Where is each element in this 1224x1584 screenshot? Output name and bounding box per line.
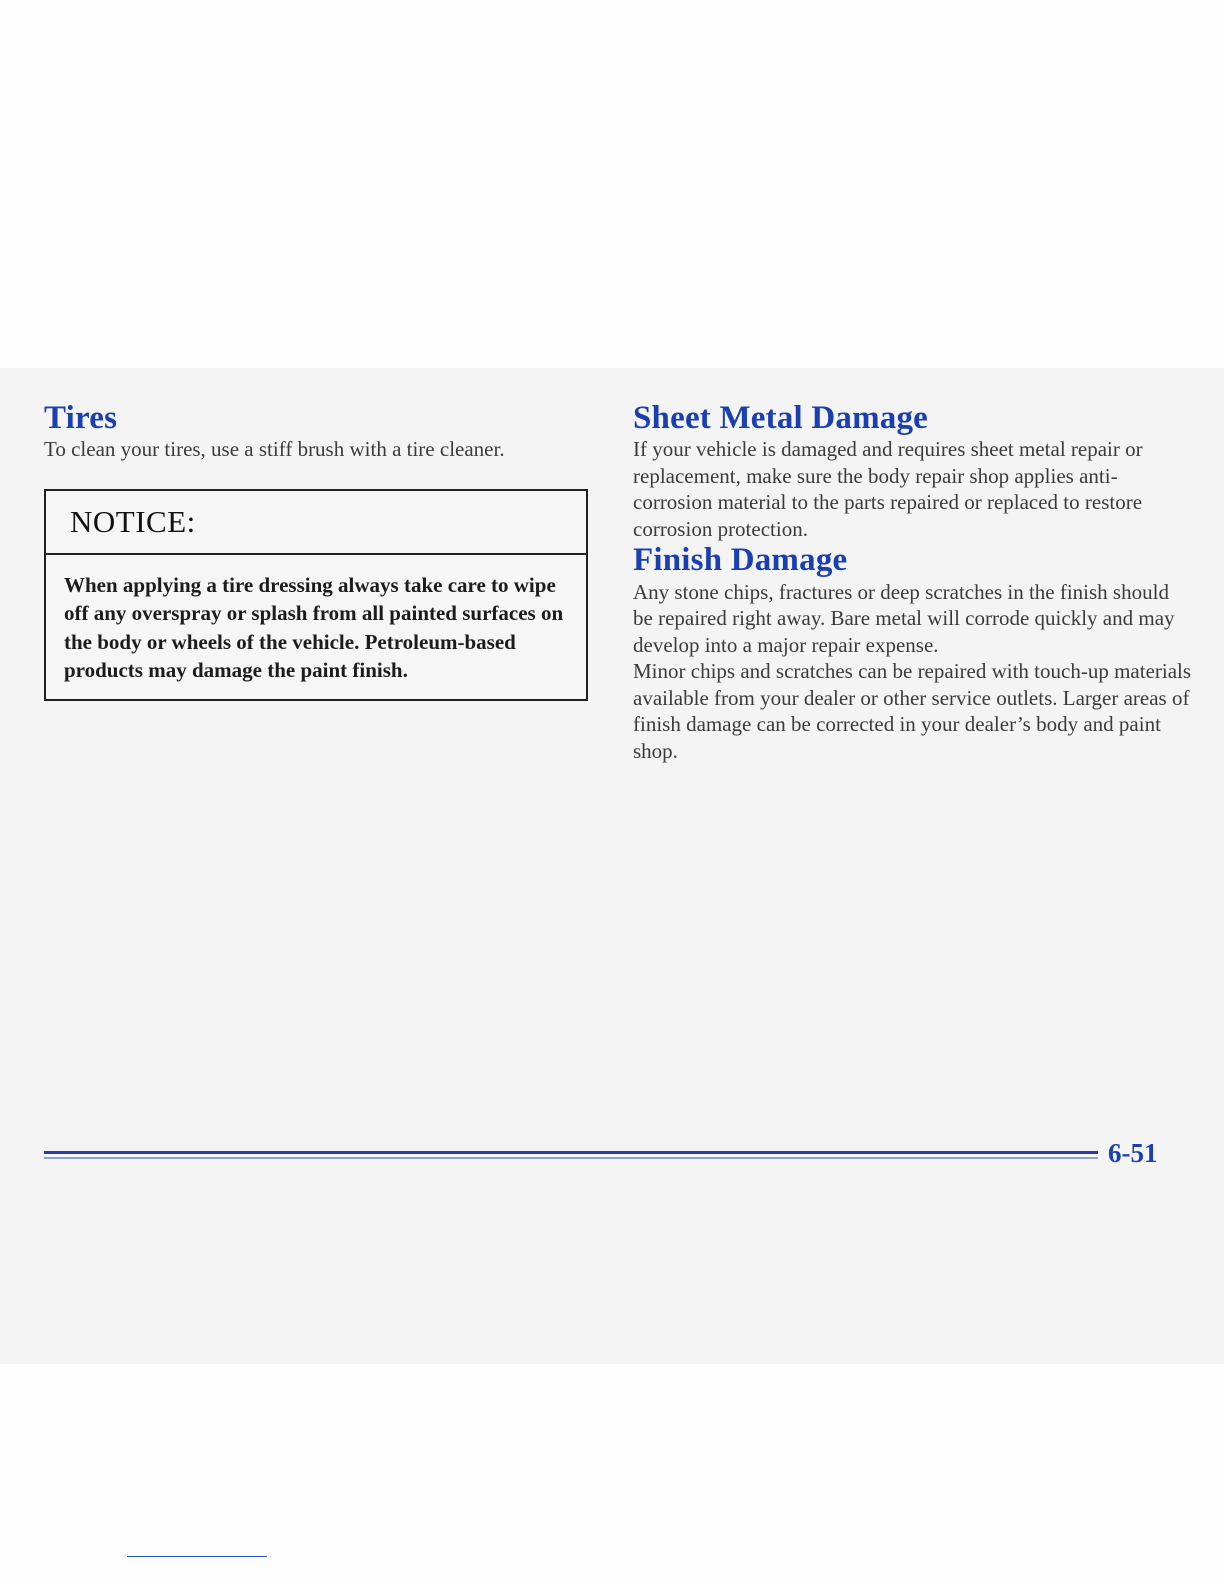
notice-text: When applying a tire dressing always take care to wipe off any overspray or splash from all painted surfaces on the body or wheels of the vehicle. Petroleum-based products may damage the paint finish. [64,572,564,683]
sheet-metal-paragraph: If your vehicle is damaged and requires sheet metal repair or replacement, make sure the body repair shop applies anti-corrosion material to the parts repaired or replaced to restore corrosion protection. [633,437,1143,541]
finish-damage-heading: Finish Damage [633,542,848,579]
finish-damage-paragraph-2: Minor chips and scratches can be repaired with touch-up materials available from your dealer or other service outlets. Larger areas of finish damage can be corrected in your dealer’s body and paint shop. [633,659,1192,763]
notice-box [44,489,588,701]
tires-heading: Tires [44,400,118,436]
page-number: 6-51 [1108,1138,1158,1168]
left-column [44,400,592,701]
finish-damage-paragraph-1: Any stone chips, fractures or deep scratches in the finish should be repaired right away. Bare metal will corrode quickly and may develop into a major repair expense. [633,579,1175,657]
notice-heading: NOTICE: [46,491,586,555]
right-column [633,400,1193,764]
bottom-underline-decoration [127,1556,267,1557]
tires-paragraph: To clean your tires, use a stiff brush with a tire cleaner. [44,437,505,462]
footer-rule-line [44,1151,1098,1154]
footer-rule [44,1151,1098,1160]
sheet-metal-heading: Sheet Metal Damage [633,400,929,436]
footer-rule-line-thin [44,1157,1098,1159]
